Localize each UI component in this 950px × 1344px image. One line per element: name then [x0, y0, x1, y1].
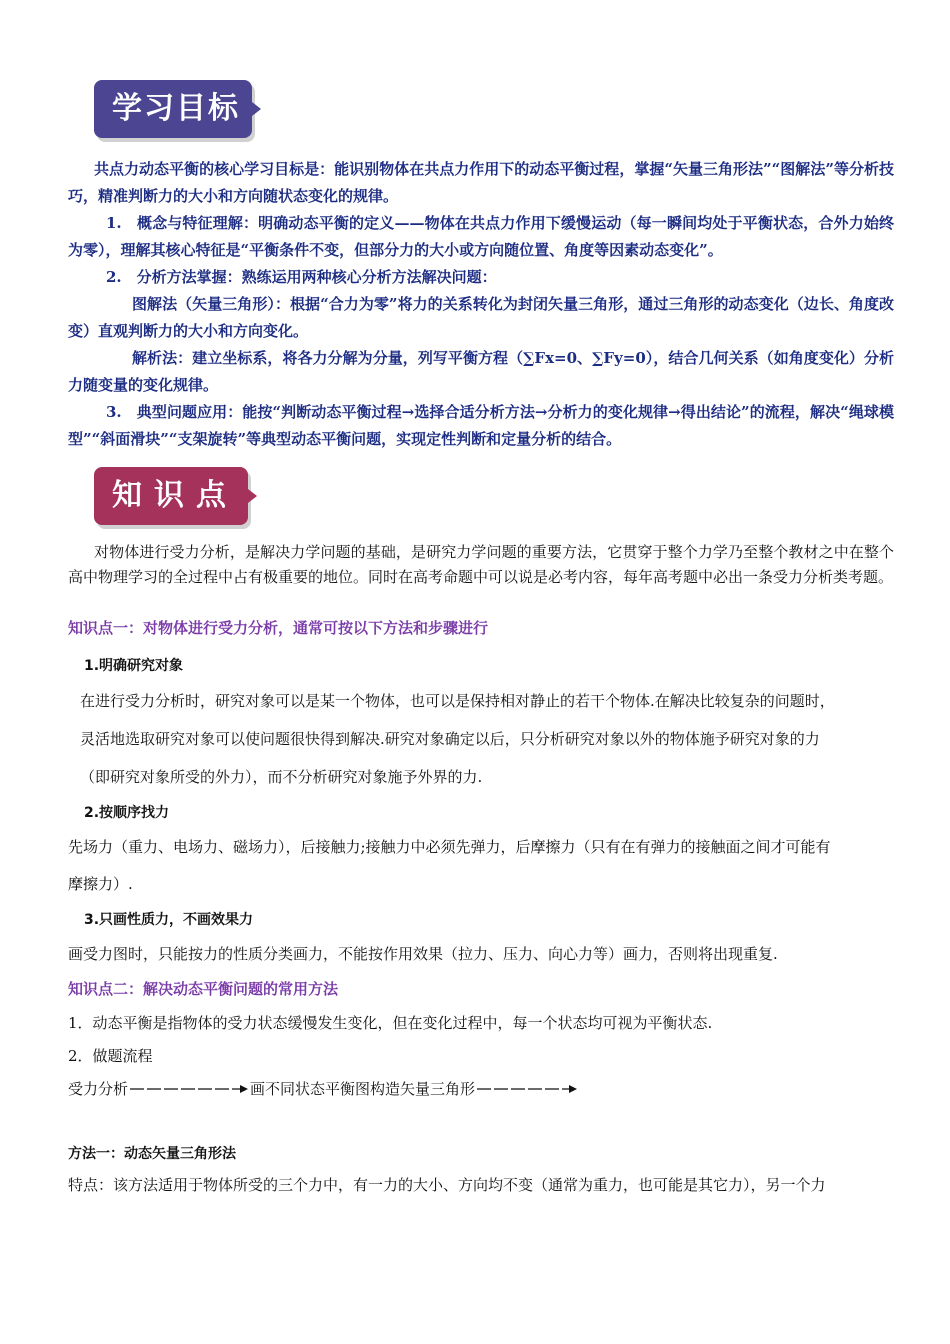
step-3-line-1: 画受力图时，只能按力的性质分类画力，不能按作用效果（拉力、压力、向心力等）画力，否则将出现重复. — [68, 945, 778, 963]
goals-item-2: 2. 分析方法掌握：熟练运用两种核心分析方法解决问题： — [106, 268, 497, 286]
knowledge-point-2-title: 知识点二：解决动态平衡问题的常用方法 — [68, 980, 339, 998]
learning-goals-section — [68, 156, 894, 453]
goals-item-2a: 图解法（矢量三角形）：根据“合力为零”将力的关系转化为封闭矢量三角形，通过三角形的动态变化（边长、角度改变）直观判断力的大小和方向变化。 — [68, 295, 894, 340]
step-2-line-2: 摩擦力）. — [68, 875, 133, 893]
step-3-title: 3.只画性质力，不画效果力 — [84, 912, 254, 928]
knowledge-intro: 对物体进行受力分析，是解决力学问题的基础，是研究力学问题的重要方法，它贯穿于整个力学乃至整个教材之中在整个高中物理学习的全过程中占有极重要的地位。同时在高考命题中可以说是必考内容，每年高考题中必出一条受力分析类考题。 — [68, 543, 894, 586]
knowledge-point-1-title: 知识点一：对物体进行受力分析，通常可按以下方法和步骤进行 — [68, 619, 489, 637]
learning-goals-banner — [94, 80, 252, 138]
workflow-step-a: 受力分析 — [68, 1080, 129, 1098]
knowledge-points-banner — [94, 467, 248, 525]
step-1-line-2: 灵活地选取研究对象可以使问题很快得到解决.研究对象确定以后，只分析研究对象以外的物体施予研究对象的力 — [80, 730, 820, 748]
right-arrow-icon — [477, 1083, 577, 1095]
knowledge-points-heading: 知识点 — [112, 478, 238, 513]
point-2-line-2: 2．做题流程 — [68, 1047, 153, 1065]
goals-intro: 共点力动态平衡的核心学习目标是：能识别物体在共点力作用下的动态平衡过程，掌握“矢量三角形法”“图解法”等分析技巧，精准判断力的大小和方向随状态变化的规律。 — [68, 160, 894, 205]
workflow-line — [68, 1078, 577, 1099]
right-arrow-icon — [130, 1083, 248, 1095]
learning-goals-heading: 学习目标 — [112, 91, 240, 126]
goals-item-2b: 解析法：建立坐标系，将各力分解为分量，列写平衡方程（∑Fx=0、∑Fy=0），结合几何关系（如角度变化）分析力随变量的变化规律。 — [68, 349, 894, 394]
goals-item-3: 3. 典型问题应用：能按“判断动态平衡过程→选择合适分析方法→分析力的变化规律→得出结论”的流程，解决“绳球模型”“斜面滑块”“支架旋转”等典型动态平衡问题，实现定性判断和定量分析的结合。 — [68, 403, 894, 448]
step-1-line-1: 在进行受力分析时，研究对象可以是某一个物体，也可以是保持相对静止的若干个物体.在解决比较复杂的问题时， — [80, 692, 835, 710]
method-1-title: 方法一：动态矢量三角形法 — [68, 1146, 236, 1162]
step-1-line-3: （即研究对象所受的外力），而不分析研究对象施予外界的力. — [80, 768, 483, 786]
workflow-step-b: 画不同状态平衡图构造矢量三角形 — [250, 1080, 476, 1098]
method-1-line-1: 特点：该方法适用于物体所受的三个力中，有一力的大小、方向均不变（通常为重力，也可能是其它力），另一个力 — [68, 1176, 826, 1194]
step-2-line-1: 先场力（重力、电场力、磁场力），后接触力;接触力中必须先弹力，后摩擦力（只有在有弹力的接触面之间才可能有 — [68, 838, 831, 856]
step-1-title: 1.明确研究对象 — [84, 658, 184, 674]
point-2-line-1: 1．动态平衡是指物体的受力状态缓慢发生变化，但在变化过程中，每一个状态均可视为平衡状态. — [68, 1014, 713, 1032]
goals-item-1: 1. 概念与特征理解：明确动态平衡的定义——物体在共点力作用下缓慢运动（每一瞬间均处于平衡状态，合外力始终为零），理解其核心特征是“平衡条件不变，但部分力的大小或方向随位置、角度等因素动态变化”。 — [68, 214, 894, 259]
step-2-title: 2.按顺序找力 — [84, 805, 170, 821]
